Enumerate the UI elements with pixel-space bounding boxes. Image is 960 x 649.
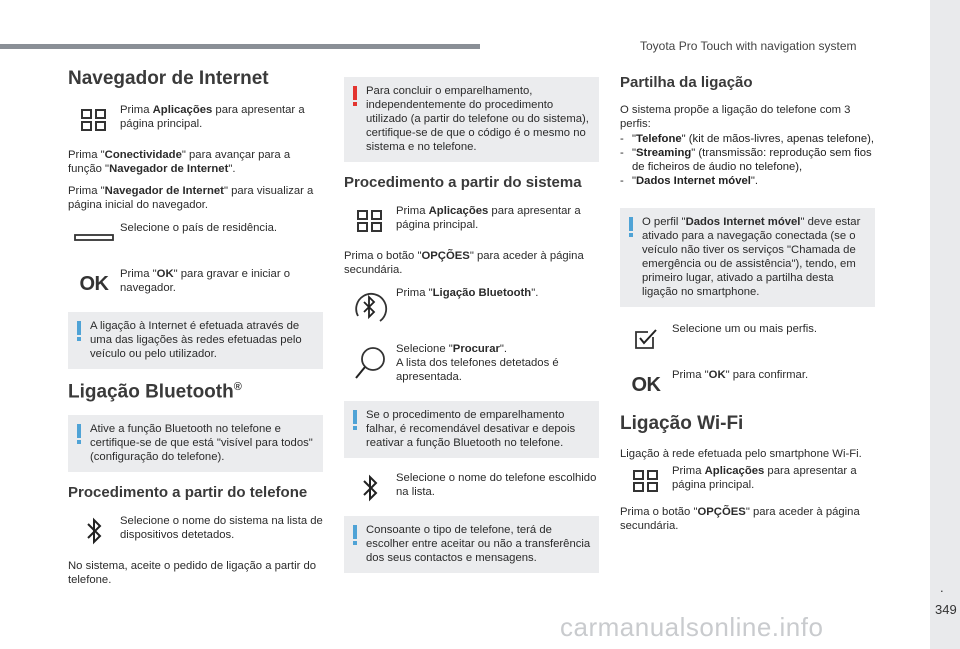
apps-grid-icon [344,203,396,239]
step-confirm-ok: OK Prima "OK" para confirmar. [620,367,875,403]
paragraph-wifi-intro: Ligação à rede efetuada pelo smartphone Wi-Fi. [620,448,862,460]
paragraph-accept: No sistema, aceite o pedido de ligação a partir do telefone. [68,560,317,587]
column-2 [344,77,599,585]
note-mobile-data: O perfil "Dados Internet móvel" deve estar ativado para a navegação conectada (se o veículo não tiver os serviços "Chamada de emergência ou de assistência"), tendo, em primeiro lugar, ativado a partilha desta ligação no smartphone. [620,208,875,307]
list-item: - "Streaming" (transmissão: reprodução sem fios de ficheiros de áudio no telefone), [620,147,872,173]
list-item: - "Telefone" (kit de mãos-livres, apenas telefone), [620,133,875,145]
note-phone-type: Consoante o tipo de telefone, terá de escolher entre aceitar ou não a transferência dos seus contactos e mensagens. [344,516,599,573]
bluetooth-icon [68,513,120,549]
paragraph-profiles-intro: O sistema propõe a ligação do telefone com 3 perfis: [620,104,851,130]
info-icon [353,410,357,424]
heading-bluetooth: Ligação Bluetooth® [68,381,242,403]
checkbox-icon [620,321,672,357]
list-bar-icon [68,220,120,256]
list-item: - "Dados Internet móvel". [620,175,759,187]
paragraph-connectivity: Prima "Conectividade" para avançar para a função "Navegador de Internet". [68,149,291,175]
step-bluetooth-link: Prima "Ligação Bluetooth". [344,285,599,331]
ok-icon: OK [79,272,109,295]
paragraph-options: Prima o botão "OPÇÕES" para aceder à página secundária. [344,250,584,276]
page-number: 349 [935,602,957,617]
step-search: Selecione "Procurar". A lista dos telefones detetados é apresentada. [344,341,599,391]
step-select-phone: Selecione o nome do telefone escolhido na lista. [344,470,599,506]
heading-from-system: Procedimento a partir do sistema [344,174,582,191]
header-rule [0,44,480,49]
paragraph-browser: Prima "Navegador de Internet" para visualizar a página inicial do navegador. [68,185,314,211]
bluetooth-icon [344,470,396,506]
apps-grid-icon [68,102,120,138]
search-icon [344,341,396,385]
column-3 [620,64,875,541]
heading-from-phone: Procedimento a partir do telefone [68,484,308,502]
page-dot: . [940,580,944,595]
step-select-system: Selecione o nome do sistema na lista de dispositivos detetados. [68,513,323,549]
bluetooth-circle-icon [344,285,396,331]
step-ok: OK Prima "OK" para gravar e iniciar o navegador. [68,266,323,302]
step-apps: Prima Aplicações para apresentar a página principal. [68,102,323,138]
info-icon [77,321,81,335]
step-apps: Prima Aplicações para apresentar a página principal. [620,463,875,499]
warning-code: Para concluir o emparelhamento, independentemente do procedimento utilizado (a partir do telefone ou do sistema), certifique-se de que o código é o mesmo no sistema e no telefone. [344,77,599,162]
running-header: Toyota Pro Touch with navigation system [640,39,857,53]
info-icon [629,217,633,231]
watermark: carmanualsonline.info [560,612,824,642]
note-internet: A ligação à Internet é efetuada através de uma das ligações às redes efetuadas pelo veículo ou pelo utilizador. [68,312,323,369]
step-apps: Prima Aplicações para apresentar a página principal. [344,203,599,239]
heading-connection-sharing: Partilha da ligação [620,74,753,91]
paragraph-options: Prima o botão "OPÇÕES" para aceder à página secundária. [620,506,860,532]
info-icon [353,525,357,539]
ok-icon: OK [631,373,661,396]
heading-wifi: Ligação Wi-Fi [620,413,744,434]
step-country: Selecione o país de residência. [68,220,323,256]
page-edge-bar [930,0,960,649]
info-icon [77,424,81,438]
apps-grid-icon [620,463,672,499]
note-pairing-fail: Se o procedimento de emparelhamento falhar, é recomendável desativar e depois reativar a função Bluetooth no telefone. [344,401,599,458]
note-bluetooth-visible: Ative a função Bluetooth no telefone e certifique-se de que está "visível para todos" (configuração do telefone). [68,415,323,472]
heading-internet-browser: Navegador de Internet [68,68,269,89]
warning-icon [353,86,357,100]
column-1 [68,60,323,595]
step-select-profiles: Selecione um ou mais perfis. [620,321,875,357]
